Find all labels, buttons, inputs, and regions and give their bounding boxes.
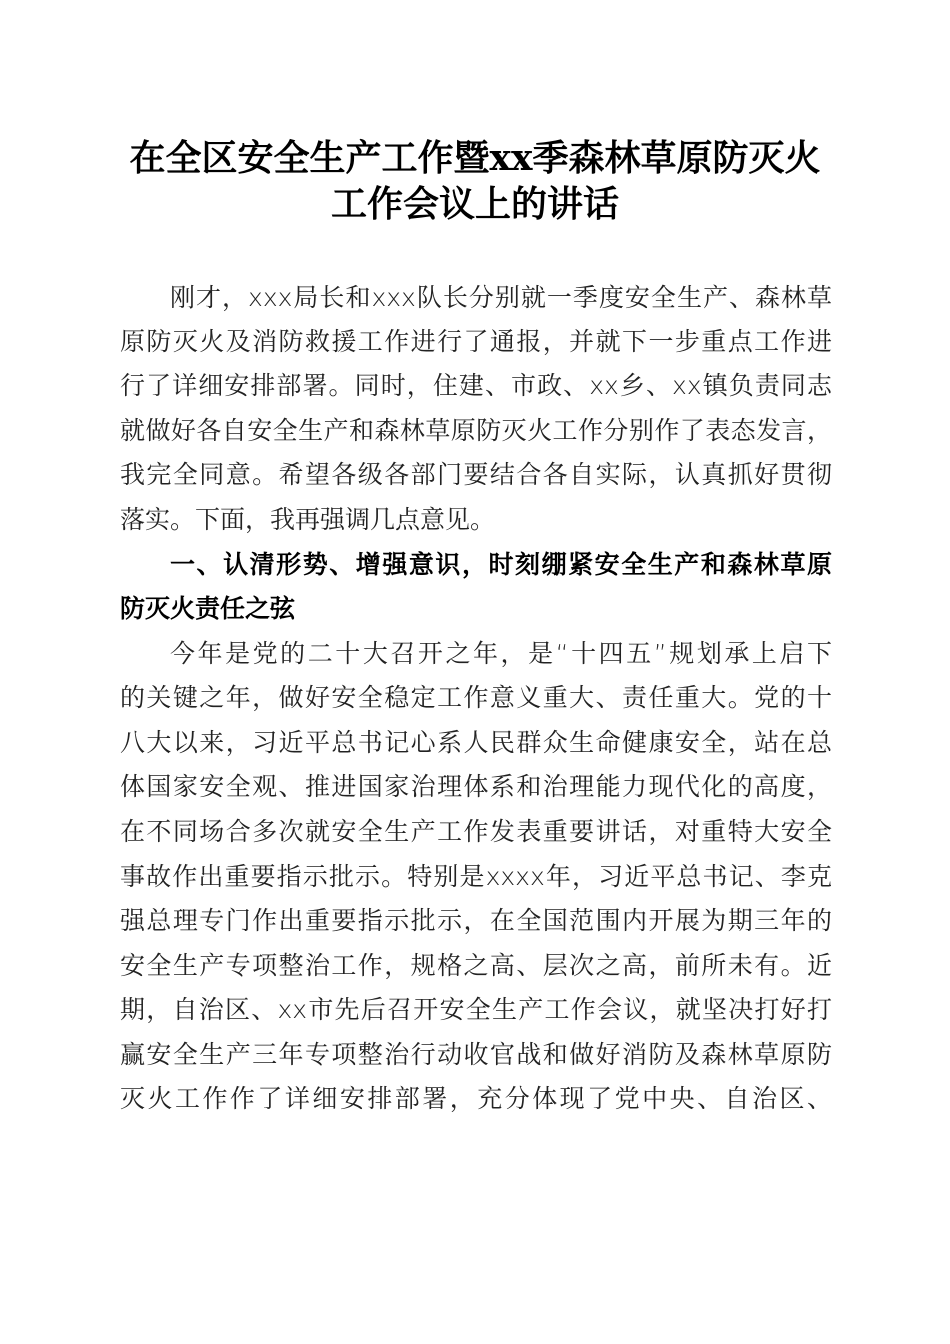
paragraph-2-line: 赢安全生产三年专项整治行动收官战和做好消防及森林草原防 [120,1040,832,1069]
paragraph-1-line: 刚才，xxx局长和xxx队长分别就一季度安全生产、森林草 [170,283,832,312]
section-heading-line: 一、认清形势、增强意识，时刻绷紧安全生产和森林草原 [170,550,832,579]
paragraph-1-line: 行了详细安排部署。同时，住建、市政、xx乡、xx镇负责同志 [120,371,832,400]
paragraph-1-line: 落实。下面，我再强调几点意见。 [120,505,496,534]
document-title-line-1: 在全区安全生产工作暨xx季森林草原防灭火 [129,137,821,179]
paragraph-2-line: 安全生产专项整治工作，规格之高、层次之高，前所未有。近 [120,951,832,980]
paragraph-1-line: 原防灭火及消防救援工作进行了通报，并就下一步重点工作进 [120,327,832,356]
document-title-line-2: 工作会议上的讲话 [330,183,619,225]
paragraph-1-line: 就做好各自安全生产和森林草原防灭火工作分别作了表态发言， [120,416,832,445]
paragraph-2-line: 强总理专门作出重要指示批示，在全国范围内开展为期三年的 [120,906,832,935]
paragraph-2-line: 今年是党的二十大召开之年，是“十四五”规划承上启下 [170,639,832,668]
paragraph-2-line: 八大以来，习近平总书记心系人民群众生命健康安全，站在总 [120,728,832,757]
paragraph-2-line: 事故作出重要指示批示。特别是xxxx年，习近平总书记、李克 [120,862,832,891]
section-heading-line: 防灭火责任之弦 [120,594,296,623]
paragraph-2-line: 灭火工作作了详细安排部署，充分体现了党中央、自治区、 [120,1084,832,1113]
paragraph-1-line: 我完全同意。希望各级各部门要结合各自实际，认真抓好贯彻 [120,460,832,489]
paragraph-2-line: 期，自治区、xx市先后召开安全生产工作会议，就坚决打好打 [120,995,832,1024]
paragraph-2-line: 体国家安全观、推进国家治理体系和治理能力现代化的高度， [120,772,832,801]
paragraph-2-line: 的关键之年，做好安全稳定工作意义重大、责任重大。党的十 [120,683,832,712]
paragraph-2-line: 在不同场合多次就安全生产工作发表重要讲话，对重特大安全 [120,817,832,846]
